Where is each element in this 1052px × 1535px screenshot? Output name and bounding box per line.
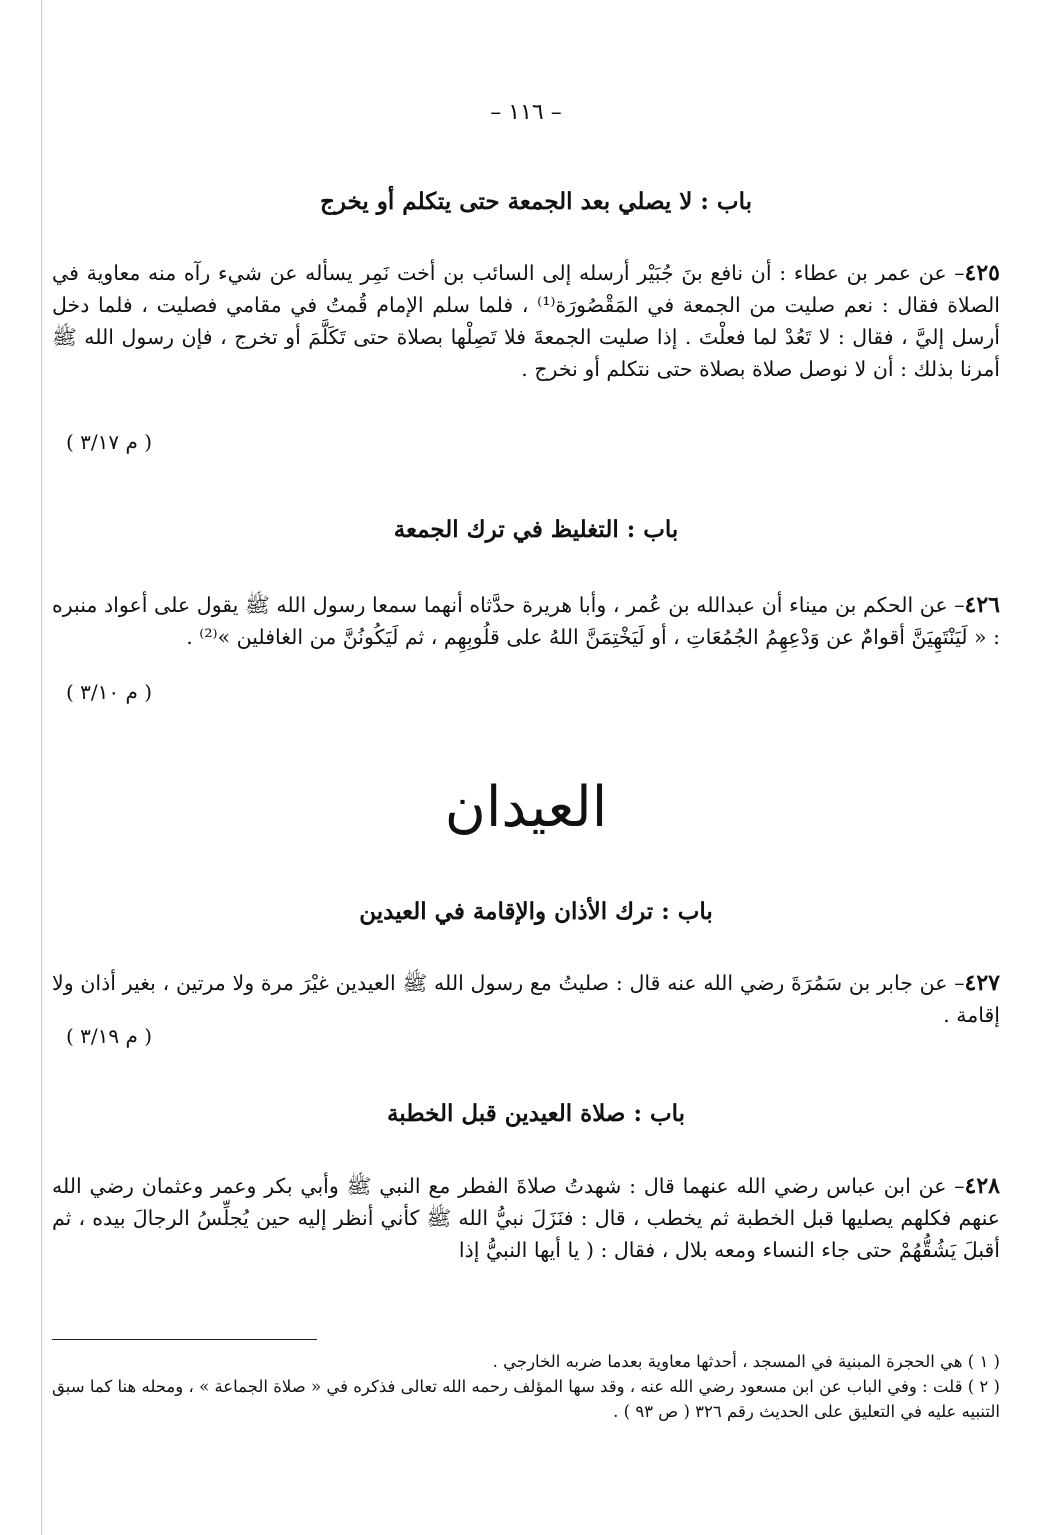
hadith-text: – عن عمر بن عطاء : أن نافع بنَ جُبَيْر أرسله إلى السائب بن أخت نَمِر يسأله عن شيء رآه منه معاوية في الصلاة فقال : نعم صليت من الجمعة في المَقْصُورَة⁽¹⁾ ، فلما سلم الإمام قُمتُ في مقامي فصليت ، فلما دخل أرسل إليَّ ، فقال : لا تَعُدْ لما فعلْتَ . إذا صليت الجمعةَ فلا تَصِلْها بصلاة حتى تَكَلَّمَ أو تخرج ، فإن رسول الله ﷺ أمرنا بذلك : أن لا نوصل صلاة بصلاة حتى نتكلم أو نخرج . — [52, 261, 1000, 381]
hadith-number: ٤٢٥ — [964, 260, 1000, 286]
hadith-text: – عن جابر بن سَمُرَةَ رضي الله عنه قال : صليتُ مع رسول الله ﷺ العيدين غيْرَ مرة ولا مرتين ، بغير أذان ولا إقامة . — [52, 971, 1000, 1027]
footnotes — [52, 1349, 1000, 1424]
footnote-2: ( ٢ ) قلت : وفي الباب عن ابن مسعود رضي الله عنه ، وقد سها المؤلف رحمه الله تعالى فذكره في « صلاة الجماعة » ، ومحله هنا كما سبق التنبيه عليه في التعليق على الحديث رقم ٣٢٦ ( ص ٩٣ ) . — [52, 1377, 1000, 1421]
page-number: – ١١٦ – — [490, 100, 562, 125]
hadith-number: ٤٢٧ — [964, 970, 1000, 996]
section-title: العيدان — [444, 775, 608, 840]
hadith-426 — [52, 589, 1000, 653]
chapter-heading-1: باب : لا يصلي بعد الجمعة حتى يتكلم أو يخرج — [320, 188, 752, 215]
source-reference: ( م ٣/١٠ ) — [66, 680, 153, 704]
hadith-427 — [52, 967, 1000, 1031]
hadith-425 — [52, 257, 1000, 385]
book-page — [52, 0, 1000, 1535]
hadith-text: – عن الحكم بن ميناء أن عبدالله بن عُمر ، وأبا هريرة حدَّثاه أنهما سمعا رسول الله ﷺ يقول على أعواد منبره : « لَيَنْتَهِيَنَّ أقوامٌ عن وَدْعِهِمُ الجُمُعَاتِ ، أو لَيَخْتِمَنَّ اللهُ على قلُوبِهِم ، ثم لَيَكُونُنَّ من الغافلين »⁽²⁾ . — [52, 593, 1000, 649]
source-reference: ( م ٣/١٧ ) — [66, 430, 153, 454]
hadith-428 — [52, 1170, 1000, 1266]
page-edge-line — [41, 0, 42, 1535]
chapter-heading-3: باب : ترك الأذان والإقامة في العيدين — [359, 898, 713, 925]
footnote-1: ( ١ ) هي الحجرة المبنية في المسجد ، أحدثها معاوية بعدما ضربه الخارجي . — [492, 1352, 1000, 1371]
hadith-number: ٤٢٦ — [964, 592, 1000, 618]
source-reference: ( م ٣/١٩ ) — [66, 1024, 153, 1048]
hadith-number: ٤٢٨ — [964, 1173, 1000, 1199]
hadith-text: – عن ابن عباس رضي الله عنهما قال : شهدتُ صلاةَ الفطر مع النبي ﷺ وأبي بكر وعمر وعثمان رضي الله عنهم فكلهم يصليها قبل الخطبة ثم يخطب ، قال : فنَزَلَ نبيُّ الله ﷺ كأني أنظر إليه حين يُجلِّسُ الرجالَ بيده ، ثم أقبلَ يَشُقُّهُمْ حتى جاء النساء ومعه بلال ، فقال : ( يا أيها النبيُّ إذا — [52, 1174, 1000, 1262]
chapter-heading-4: باب : صلاة العيدين قبل الخطبة — [386, 1100, 686, 1127]
chapter-heading-2: باب : التغليظ في ترك الجمعة — [393, 516, 679, 543]
footnote-divider — [52, 1339, 317, 1340]
